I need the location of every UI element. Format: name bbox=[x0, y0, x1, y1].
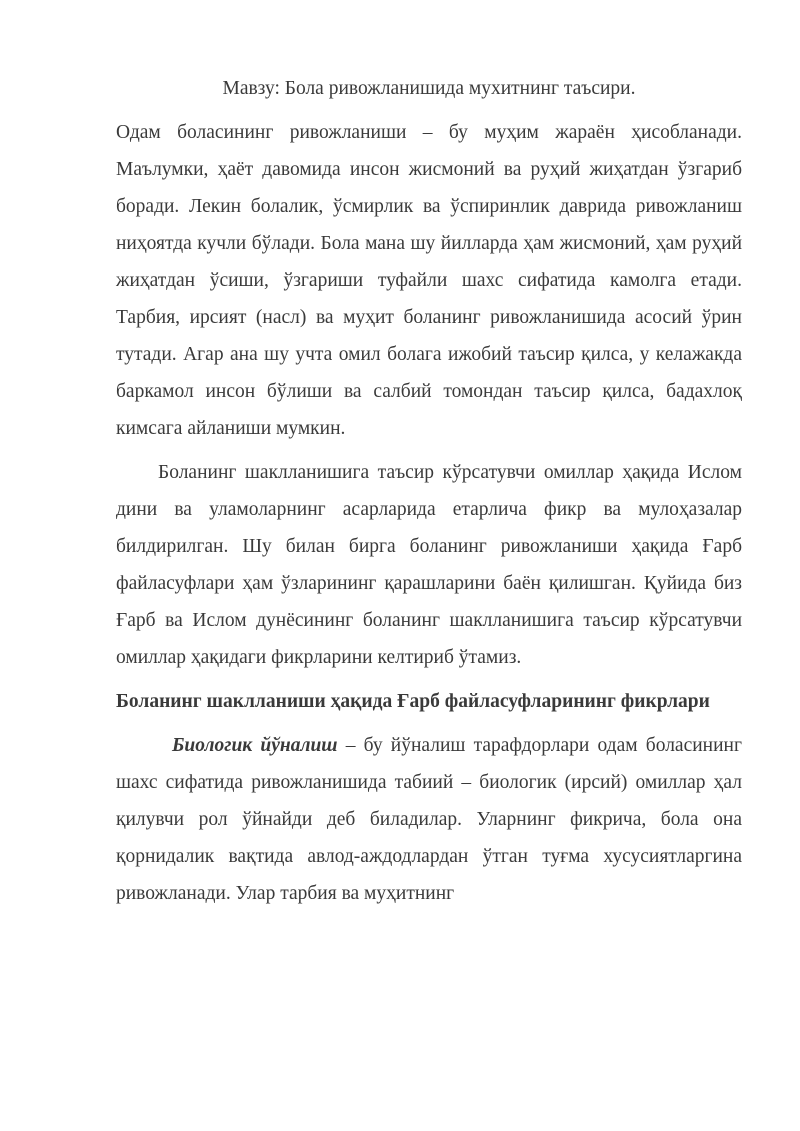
biological-direction-term: Биологик йўналиш bbox=[172, 735, 338, 756]
paragraph-influencing-factors: Боланинг шаклланишига таъсир кўрсатувчи омиллар ҳақида Ислом дини ва уламоларнинг асарларида етарлича фикр ва мулоҳазалар билдирилган. Шу билан бирга боланинг ривожланиши ҳақида Ғарб файласуфлари ҳам ўзларининг қарашларини баён қилишган. Қуйида биз Ғарб ва Ислом дунёсининг боланинг шаклланишига таъсир кўрсатувчи омиллар ҳақидаги фикрларини келтириб ўтамиз. bbox=[116, 462, 742, 668]
document-title: Мавзу: Бола ривожланишида мухитнинг таъсири. bbox=[222, 78, 636, 99]
paragraph-biological-direction bbox=[116, 727, 742, 912]
section-heading: Боланинг шаклланиши ҳақида Ғарб файласуфларининг фикрлари bbox=[116, 691, 710, 712]
paragraph-intro: Одам боласининг ривожланиши – бу муҳим жараён ҳисобланади. Маълумки, ҳаёт давомида инсон жисмоний ва руҳий жиҳатдан ўзгариб боради. Лекин болалик, ўсмирлик ва ўспиринлик даврида ривожланиш ниҳоятда кучли бўлади. Бола мана шу йилларда ҳам жисмоний, ҳам руҳий жиҳатдан ўсиши, ўзгариши туфайли шахс сифатида камолга етади. Тарбия, ирсият (насл) ва муҳит боланинг ривожланишида асосий ўрин тутади. Агар ана шу учта омил болага ижобий таъсир қилса, у келажакда баркамол инсон бўлиши ва салбий томондан таъсир қилса, бадахлоқ кимсага айланиши мумкин. bbox=[116, 122, 742, 439]
biological-direction-text: – бу йўналиш тарафдорлари одам боласининг шахс сифатида ривожланишида табиий – биологик (ирсий) омиллар ҳал қилувчи рол ўйнайди деб биладилар. Уларнинг фикрича, бола она қорнидалик вақтида авлод-аждодлардан ўтган туғма хусусиятларгина ривожланади. Улар тарбия ва муҳитнинг bbox=[116, 735, 742, 904]
document-page bbox=[116, 74, 742, 919]
